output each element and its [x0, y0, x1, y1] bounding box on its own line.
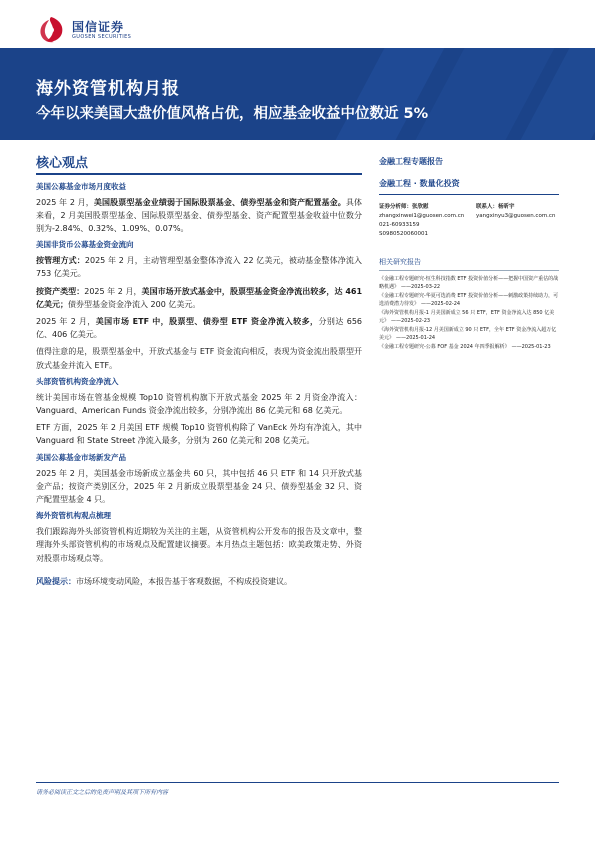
- report-info-divider: [379, 194, 559, 195]
- section-heading-manager-views: 海外资管机构观点梳理: [36, 511, 111, 521]
- paragraph-top-managers-etf: ETF 方面，2025 年 2 月美国 ETF 规模 Top10 资管机构除了 VanEck 外均有净流入，其中 Vanguard 和 State Street 净流入最多，分别为 260 亿美元和 208 亿美元。: [36, 423, 362, 446]
- core-views-heading: 核心观点: [36, 156, 89, 171]
- related-reports-heading: 相关研究报告: [379, 258, 421, 266]
- report-type: 金融工程专题报告: [379, 157, 443, 166]
- paragraph-top-managers-open-end: 统计美国市场在管基金规模 Top10 资管机构旗下开放式基金 2025 年 2 月资金净流入：Vanguard、American Funds 资金净流出较多，分别净流出 86 亿美元和 68 亿美元。: [36, 392, 362, 415]
- risk-warning: [36, 575, 362, 588]
- report-subtitle: 今年以来美国大盘价值风格占优，相应基金收益中位数近 5%: [36, 106, 429, 122]
- section-heading-fund-flows: 美国非货币公募基金资金流向: [36, 240, 134, 250]
- related-reports-divider: [379, 270, 559, 271]
- related-report-item[interactable]: 《金融工程专题研究-公募 FOF 基金 2024 年四季报解析》 ——2025-01-23: [379, 344, 551, 350]
- related-report-item[interactable]: 《海外资管机构月报-1 月美国新成立 56 只 ETF，ETF 资金净流入达 850 亿美元》 ——2025-02-23: [379, 310, 555, 324]
- analyst-row: 证券分析师：张欣慰 联系人：杨昕宇: [379, 204, 515, 210]
- paragraph-manager-views: 我们跟踪海外头部资管机构近期较为关注的主题，从资管机构公开发布的报告及文章中，整理海外头部资管机构的市场观点及配置建议摘要。本月热点主题包括：欧美政策走势、外资对股票市场观点等。: [36, 527, 362, 563]
- paragraph-monthly-returns: 2025 年 2 月，美国股票型基金业绩弱于国际股票基金、债券型基金和资产配置基金。具体来看，2 月美国股票型基金、国际股票型基金、债券型基金、资产配置型基金收益中位数分别为-2.84%、0.32%、1.09%、0.07%。: [36, 197, 363, 233]
- paragraph-new-products: 2025 年 2 月，美国基金市场新成立基金共 60 只，其中包括 46 只 ETF 和 14 只开放式基金产品；按资产类别区分，2025 年 2 月新成立股票型基金 24 只、债券型基金 32 只、资产配置型基金 4 只。: [36, 468, 362, 504]
- report-title: 海外资管机构月报: [36, 79, 180, 99]
- logo-english-name: GUOSEN SECURITIES: [72, 33, 132, 40]
- paragraph-by-management: 按管理方式：2025 年 2 月，主动管理型基金整体净流入 22 亿美元，被动基金整体净流入 753 亿美元。: [36, 256, 363, 279]
- paragraph-flow-note: 值得注意的是，股票型基金中，开放式基金与 ETF 资金流向相反，表现为资金流出股票型开放式基金并流入 ETF。: [36, 347, 362, 370]
- section-heading-monthly-returns: 美国公募基金市场月度收益: [36, 181, 126, 191]
- analyst-license: S0980520060001: [379, 231, 428, 237]
- report-series: 金融工程 · 数量化投资: [379, 179, 460, 188]
- contact-name: 杨昕宇: [498, 204, 515, 210]
- core-views-divider: [36, 173, 362, 175]
- footer-divider: [36, 782, 559, 783]
- risk-warning-label: 风险提示：: [36, 576, 76, 586]
- analyst-phone: 021-60933159: [379, 222, 420, 228]
- contact-email[interactable]: yangxinyu3@guosen.com.cn: [476, 213, 556, 219]
- core-views-column: [36, 152, 362, 588]
- report-info-column: [379, 156, 559, 352]
- paragraph-etf-flows: 2025 年 2 月，美国市场 ETF 中，股票型、债券型 ETF 资金净流入较多，分别达 656 亿、406 亿美元。: [36, 316, 363, 340]
- guosen-logo: [36, 14, 131, 46]
- logo-chinese-name: 国信证券: [72, 19, 125, 34]
- related-report-item[interactable]: 《海外资管机构月报-12 月美国新成立 90 只 ETF，全年 ETF 资金净流入超万亿美元》 ——2025-01-24: [379, 327, 557, 341]
- risk-warning-text: 市场环境变动风险，本报告基于客观数据，不构成投资建议。: [76, 576, 292, 586]
- analyst-email[interactable]: zhangxinwei1@guosen.com.cn: [379, 213, 465, 219]
- related-report-item[interactable]: 《金融工程专题研究-恒生科技指数 ETF 投资价值分析——把握中国资产重估的战略机遇》 ——2025-03-22: [379, 276, 559, 290]
- section-heading-new-products: 美国公募基金市场新发产品: [36, 452, 126, 462]
- footer-disclaimer: 请务必阅读正文之后的免责声明及其项下所有内容: [36, 789, 169, 796]
- section-heading-top-managers: 头部资管机构资金净流入: [36, 376, 119, 386]
- email-row: [379, 212, 559, 221]
- analyst-name: 张欣慰: [412, 204, 429, 210]
- related-report-item[interactable]: 《金融工程专题研究-华夏可选消费 ETF 投资价值分析——刺激政策持续助力，可选消费潜力待发》 ——2025-02-24: [379, 293, 559, 307]
- paragraph-by-asset-type: 按资产类型：2025 年 2 月，美国市场开放式基金中，股票型基金资金净流出较多，达 461 亿美元；债券型基金资金净流入 200 亿美元。: [36, 286, 363, 309]
- guosen-logo-mark-icon: [36, 15, 66, 45]
